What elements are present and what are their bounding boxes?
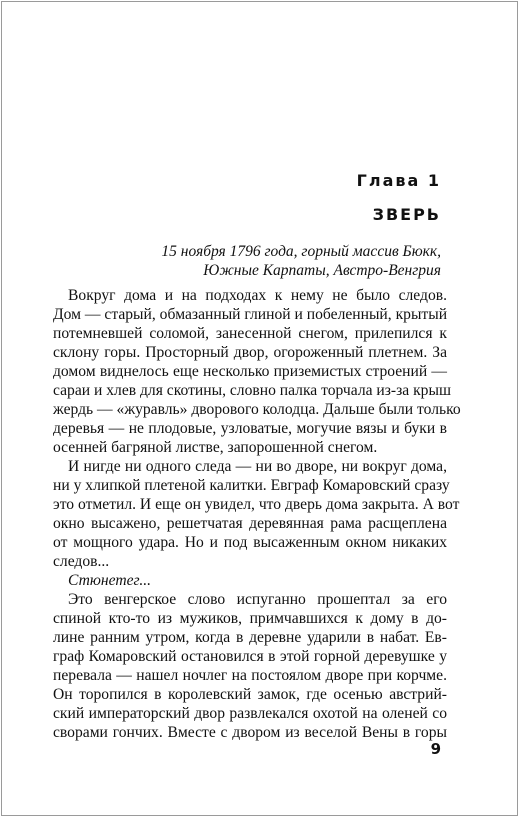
text-line: следов... bbox=[53, 553, 110, 570]
text-line: деревья — не плодовые, узловатые, могучие вязы и буки в bbox=[53, 420, 447, 437]
text-line: это отметил. И еще он увидел, что дверь дома закрыта. А вот bbox=[53, 496, 460, 513]
text-line: Стюнетег... bbox=[68, 572, 152, 589]
text-line: Это венгерское слово испуганно прошептал за его bbox=[68, 591, 447, 608]
epigraph-line: 15 ноября 1796 года, горный массив Бюкк, bbox=[161, 243, 441, 260]
text-line: спиной кто-то из мужиков, примчавшихся к дому в до- bbox=[53, 610, 447, 627]
text-line: жердь — «журавль» дворового колодца. Дальше были только bbox=[53, 401, 461, 418]
text-line: потемневшей соломой, занесенной снегом, прилепился к bbox=[53, 325, 447, 342]
text-line: окно высажено, решетчатая деревянная рама расщеплена bbox=[53, 515, 447, 532]
text-line: Дом — старый, обмазанный глиной и побеленный, крытый bbox=[53, 306, 448, 323]
page-number: 9 bbox=[430, 740, 441, 758]
text-line: лине ранним утром, когда в деревне ударили в набат. Ев- bbox=[53, 629, 447, 646]
text-line: от мощного удара. Но и под высаженным окном никаких bbox=[53, 534, 447, 551]
text-line: граф Комаровский остановился в этой горной деревушке у bbox=[53, 648, 447, 665]
text-line: склону горы. Просторный двор, огороженный плетнем. За bbox=[53, 344, 447, 361]
epigraph bbox=[161, 242, 441, 280]
text-line: сараи и хлев для скотины, словно палка торчала из-за крыш bbox=[53, 382, 451, 399]
book-page bbox=[1, 1, 518, 816]
text-line: сворами гончих. Вместе с двором из веселой Вены в горы bbox=[53, 724, 447, 741]
chapter-number: Глава 1 bbox=[356, 171, 441, 190]
text-line: ский императорский двор развлекался охотой на оленей со bbox=[53, 705, 447, 722]
text-line: Вокруг дома и на подходах к нему не было следов. bbox=[68, 287, 447, 304]
text-line: осенней багряной листве, запорошенной снегом. bbox=[53, 439, 378, 456]
epigraph-line: Южные Карпаты, Австро-Венгрия bbox=[203, 262, 441, 279]
text-line: ни у хлипкой плетеной калитки. Евграф Комаровский сразу bbox=[53, 477, 450, 494]
text-line: Он торопился в королевский замок, где осенью австрий- bbox=[53, 686, 447, 703]
chapter-title: ЗВЕРЬ bbox=[372, 205, 441, 224]
text-line: перевала — нашел ночлег на постоялом дворе при корчме. bbox=[53, 667, 447, 684]
body-text bbox=[53, 286, 461, 742]
text-line: И нигде ни одного следа — ни во дворе, ни вокруг дома, bbox=[68, 458, 447, 475]
text-line: домом виднелось еще несколько приземистых строений — bbox=[53, 363, 447, 380]
